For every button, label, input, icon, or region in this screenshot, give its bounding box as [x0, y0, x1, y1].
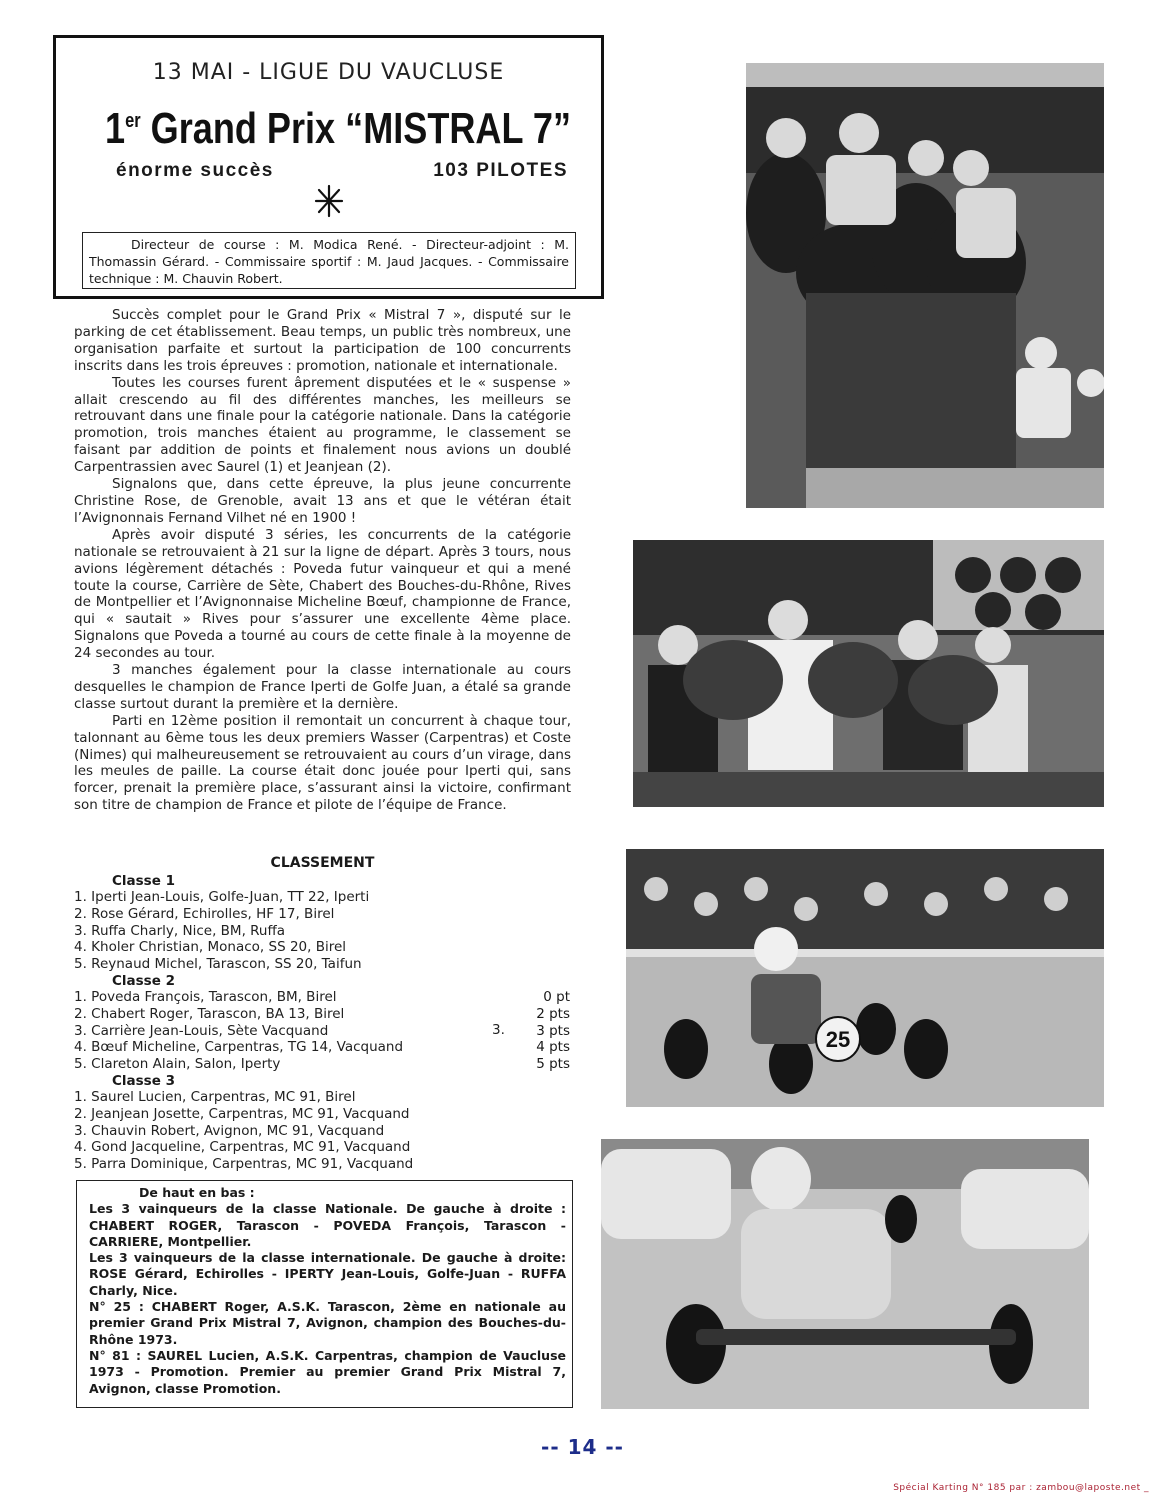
stray-mark: 3. [492, 1022, 505, 1038]
officials-box: Directeur de course : M. Modica René. - Directeur-adjoint : M. Thomassin Gérard. - Commissaire sportif : M. Jaud Jacques. - Commissaire technique : M. Chauvin Robert. [82, 232, 576, 289]
title-box [53, 35, 604, 299]
classe-3-list [74, 1089, 514, 1173]
list-item: 1. Saurel Lucien, Carpentras, MC 91, Birel [74, 1089, 356, 1105]
list-item: 2. Rose Gérard, Echirolles, HF 17, Birel [74, 905, 335, 922]
photo-podium-nationale [746, 63, 1104, 508]
list-item: 3. Chauvin Robert, Avignon, MC 91, Vacquand [74, 1122, 385, 1139]
caption-line: N° 25 : CHABERT Roger, A.S.K. Tarascon, 2ème en nationale au premier Grand Prix Mistral 7, Avignon, champion des Bouches-du-Rhône 1973. [89, 1299, 566, 1347]
paragraph: Parti en 12ème position il remontait un concurrent à chaque tour, talonnant au 6ème tous les deux premiers Wasser (Carpentras) et Coste (Nimes) qui malheureusement se retrouvaient au cours d’un virage, dans les meules de paille. La course était donc jouée pour Iperti qui, sans forcer, prenait la première place, s’assurant ainsi la victoire, confirmant son titre de champion de France et pilote de l’équipe de France. [74, 712, 571, 814]
paragraph: Succès complet pour le Grand Prix « Mistral 7 », disputé sur le parking de cet établissement. Beau temps, un public très nombreux, une organisation parfaite et surtout la participation de 100 concurrents inscrits dans les trois épreuves : promotion, nationale et internationale. [74, 307, 571, 374]
classement-title: CLASSEMENT [270, 855, 375, 871]
asterisk-icon [56, 184, 601, 225]
title-sup: er [125, 110, 141, 132]
subtitle-left: énorme succès [116, 160, 274, 181]
points-value: 3 pts [536, 1022, 570, 1039]
photo-kart-81 [601, 1139, 1089, 1409]
list-item: 5. Parra Dominique, Carpentras, MC 91, Vacquand [74, 1156, 414, 1173]
classe-1-heading: Classe 1 [112, 873, 175, 889]
paragraph: Après avoir disputé 3 séries, les concurrents de la catégorie nationale se retrouvaient à 21 sur la ligne de départ. Après 3 tours, nous avions légèrement détachés : Poveda futur vainqueur et qui a mené toute la course, Carrière de Sète, Chabert des Bouches-du-Rhône, Rives de Montpellier et l’Avignonnaise Micheline Bœuf, championne de France, qui « sautait » Rives pour s’assurer une excellente 4ème place. Signalons que Poveda a tourné au cours de cette finale à la moyenne de 24 secondes au tour. [74, 526, 571, 662]
list-item: 1. Poveda François, Tarascon, BM, Birel [74, 989, 337, 1005]
paragraph: Signalons que, dans cette épreuve, la plus jeune concurrente Christine Rose, de Grenoble, avait 13 ans et que le vétéran était l’Avignonnais Fernand Vilhet né en 1900 ! [74, 476, 571, 526]
title-main: Grand Prix “MISTRAL 7” [140, 104, 572, 153]
kicker: 13 MAI - LIGUE DU VAUCLUSE [152, 60, 505, 85]
list-item: 3. Carrière Jean-Louis, Sète Vacquand [74, 1022, 329, 1039]
list-item: 4. Kholer Christian, Monaco, SS 20, Birel [74, 939, 347, 956]
list-item: 5. Clareton Alain, Salon, Iperty [74, 1056, 281, 1073]
caption-heading: De haut en bas : [139, 1185, 255, 1200]
credit-line: Spécial Karting N° 185 par : zambou@laposte.net _ [893, 1483, 1149, 1493]
caption-line: Les 3 vainqueurs de la classe Nationale. De gauche à droite : CHABERT ROGER, Tarascon - POVEDA François, Tarascon - CARRIERE, Montpellier. [89, 1201, 566, 1249]
photo-kart-25 [626, 849, 1104, 1107]
list-item: 4. Bœuf Micheline, Carpentras, TG 14, Vacquand [74, 1039, 404, 1056]
page-number: -- 14 -- [541, 1435, 624, 1459]
classe-2-heading: Classe 2 [112, 973, 175, 989]
classe-2-list [74, 989, 514, 1073]
classe-1-list [74, 889, 514, 973]
classe-3-heading: Classe 3 [112, 1073, 175, 1089]
list-item: 4. Gond Jacqueline, Carpentras, MC 91, Vacquand [74, 1139, 411, 1156]
list-item: 3. Ruffa Charly, Nice, BM, Ruffa [74, 922, 286, 939]
headline [105, 104, 572, 154]
paragraph: Toutes les courses furent âprement disputées et le « suspense » allait crescendo au fil des différentes manches, les meilleurs se retrouvant dans une finale pour la catégorie nationale. Dans la catégorie promotion, trois manches étaient au programme, le classement se faisant par addition de points et finalement nous avions un doublé Carpentrassien avec Saurel (1) et Jeanjean (2). [74, 374, 571, 476]
points-value: 5 pts [536, 1056, 570, 1073]
list-item: 2. Jeanjean Josette, Carpentras, MC 91, Vacquand [74, 1105, 410, 1122]
list-item: 1. Iperti Jean-Louis, Golfe-Juan, TT 22, Iperti [74, 889, 370, 905]
caption-line: N° 81 : SAUREL Lucien, A.S.K. Carpentras, champion de Vaucluse 1973 - Promotion. Premier au premier Grand Prix Mistral 7, Avignon, classe Promotion. [89, 1347, 566, 1396]
subtitle-right: 103 PILOTES [433, 160, 568, 181]
list-item: 2. Chabert Roger, Tarascon, BA 13, Birel [74, 1005, 345, 1022]
photo-podium-internationale [633, 540, 1104, 807]
caption-box [76, 1180, 573, 1408]
points-value: 0 pt [543, 989, 570, 1005]
kart-number: 25 [825, 1027, 851, 1052]
article-body [74, 307, 571, 814]
caption-line: Les 3 vainqueurs de la classe internationale. De gauche à droite: ROSE Gérard, Echirolles - IPERTY Jean-Louis, Golfe-Juan - RUFFA Charly, Nice. [89, 1250, 566, 1298]
classe-2-points [516, 989, 570, 1073]
list-item: 5. Reynaud Michel, Tarascon, SS 20, Taifun [74, 956, 362, 973]
points-value: 4 pts [536, 1039, 570, 1056]
points-value: 2 pts [536, 1005, 570, 1022]
title-prefix: 1 [105, 104, 126, 153]
paragraph: 3 manches également pour la classe internationale au cours desquelles le champion de France Iperti de Golfe Juan, a étalé sa grande classe surtout durant la première et la dernière. [74, 662, 571, 712]
